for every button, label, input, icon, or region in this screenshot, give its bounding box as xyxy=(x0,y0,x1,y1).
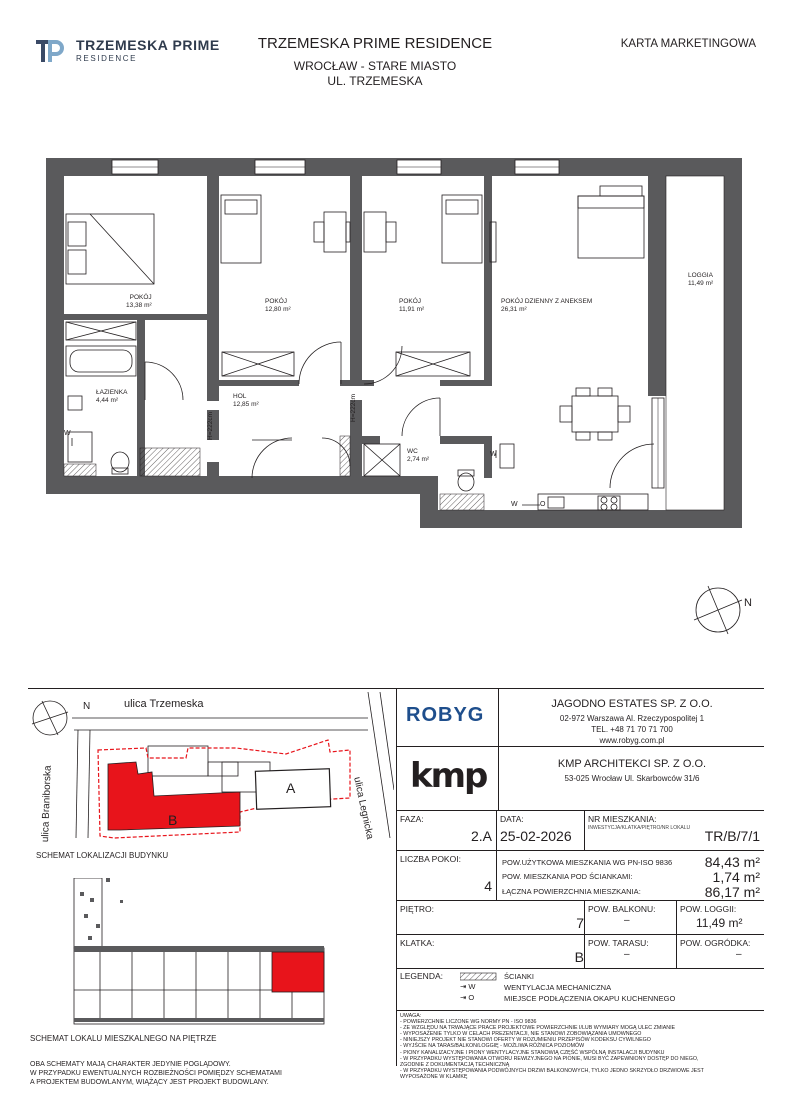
architect-address: 53-025 Wrocław Ul. Skarbowców 31/6 xyxy=(564,774,700,783)
developer-name: JAGODNO ESTATES SP. Z O.O. xyxy=(551,698,713,710)
north-label: N xyxy=(744,597,752,609)
height-mark: H=222cm xyxy=(350,394,357,422)
pokoje-label: LICZBA POKOI: xyxy=(400,854,461,864)
pietro-label: PIĘTRO: xyxy=(400,904,435,914)
pu-label: POW.UŻYTKOWA MIESZKANIA WG PN-ISO 9836 xyxy=(502,858,673,867)
room-area: 2,74 m² xyxy=(407,455,430,463)
site-north-label: N xyxy=(83,701,91,712)
pl-label: ŁĄCZNA POWIERZCHNIA MIESZKANIA: xyxy=(502,887,641,896)
brand-sub: RESIDENCE xyxy=(76,54,138,63)
ogrodek-label: POW. OGRÓDKA: xyxy=(680,938,751,948)
location-line: WROCŁAW - STARE MIASTO xyxy=(293,59,457,73)
room-area: 12,85 m² xyxy=(233,400,259,408)
legend-item: ŚCIANKI xyxy=(504,972,535,981)
room-label: POKÓJ xyxy=(129,294,152,301)
north-arrow-icon xyxy=(694,586,742,634)
building-b-label: B xyxy=(168,812,178,828)
room-label: POKÓJ DZIENNY Z ANEKSEM xyxy=(501,298,593,305)
architect-name: KMP ARCHITEKCI SP. Z O.O. xyxy=(557,758,707,770)
street-right-label: ulica Legnicka xyxy=(351,776,376,841)
room-area: 11,49 m² xyxy=(688,279,714,287)
balkon-label: POW. BALKONU: xyxy=(588,904,656,914)
ventilation-mark: W xyxy=(64,430,71,437)
ogrodek-value: – xyxy=(736,949,742,960)
taras-value: – xyxy=(624,949,630,960)
street-left-label: ulica Braniborska xyxy=(40,765,54,843)
pokoje-value: 4 xyxy=(484,878,492,894)
site-plan xyxy=(28,690,394,843)
developer-address: 02-972 Warszawa Al. Rzeczypospolitej 1 xyxy=(559,714,705,723)
disclaimer: OBA SCHEMATY MAJĄ CHARAKTER JEDYNIE POGLĄDOWY. W PRZYPADKU EWENTUALNYCH ROZBIEŻNOŚCI POMIĘDZY SCHEMATAMI A PROJEKTEM BUDOWLANYM, WIĄŻĄCY JEST PROJEKT BUDOWLANY. xyxy=(30,1061,282,1086)
loggia-label: POW. LOGGII: xyxy=(680,904,737,914)
hood-mark: O xyxy=(540,501,546,508)
site-caption: SCHEMAT LOKALIZACJI BUDYNKU xyxy=(36,851,169,860)
klatka-label: KLATKA: xyxy=(400,938,435,948)
balkon-value: – xyxy=(624,915,630,926)
data-label: DATA: xyxy=(500,814,524,824)
height-mark: H=222cm xyxy=(207,412,214,440)
info-panel xyxy=(396,688,764,1080)
building-a-label: A xyxy=(286,780,296,796)
legend-item: MIEJSCE PODŁĄCZENIA OKAPU KUCHENNEGO xyxy=(504,994,676,1003)
klatka-value: B xyxy=(574,949,584,965)
ps-label: POW. MIESZKANIA POD ŚCIANKAMI: xyxy=(502,872,633,881)
room-label: POKÓJ xyxy=(265,298,288,305)
nr-sublabel: INWESTYCJA/KLATKA/PIĘTRO/NR LOKALU xyxy=(588,825,691,831)
data-value: 25-02-2026 xyxy=(500,828,572,844)
developer-phone: TEL. +48 71 70 71 700 xyxy=(591,725,673,734)
room-label: HOL xyxy=(233,393,247,400)
floor-schematic xyxy=(60,878,330,1026)
ventilation-mark: W xyxy=(490,451,497,458)
loggia-value: 11,49 m² xyxy=(696,916,743,930)
room-label: ŁAZIENKA xyxy=(96,389,128,396)
room-area: 13,38 m² xyxy=(126,301,152,309)
page-title: TRZEMESKA PRIME RESIDENCE xyxy=(257,35,493,52)
room-label: WC xyxy=(407,448,418,455)
street-line: UL. TRZEMESKA xyxy=(327,74,423,88)
notes-block: UWAGA: - POWIERZCHNIE LICZONE WG NORMY PN - ISO 9836 - ZE WZGLĘDU NA TRWAJĄCE PRACE PROJEKTOWE POWIERZCHNIE I/LUB WYMIARY MOGĄ ULEC ZMIANIE - WYPOSAŻENIE TYLKO W CELACH PREZENTACJI, NIE STANOWI ZOBOWIĄZANIA UMOWNEGO - NINIEJSZY PROJEKT NIE STANOWI OFERTY W ROZUMIENIU PRZEPISÓW KODEKSU CYWILNEGO - WYJŚCIE NA TARAS/BALKON/LOGGIĘ - MOŻLIWA RÓŻNICA POZIOMÓW - PIONY KANALIZACYJNE I PIONY WENTYLACYJNE STANOWIĄ CZĘŚĆ WSPÓLNĄ INSTALACJI BUDYNKU - W PRZYPADKU WYSTĘPOWANIA OTWORU REWIZYJNEGO NA PIONIE, MUSI BYĆ ZAPEWNIONY DOSTĘP DO NIEGO, ZGODNIE Z DOKUMENTACJĄ TECHNICZNĄ - W PRZYPADKU WYSTĘPOWANIA PODWÓJNYCH DRZWI BALKONOWYCH, TYLKO JEDNO SKRZYDŁO DRZWIOWE JEST WYPOSAŻONE W KLAMKĘ xyxy=(400,1013,704,1080)
pl-value: 86,17 m² xyxy=(704,884,760,900)
room-area: 11,91 m² xyxy=(399,305,425,313)
faza-label: FAZA: xyxy=(400,814,424,824)
faza-value: 2.A xyxy=(470,828,492,844)
notes-label: UWAGA: xyxy=(400,1013,422,1019)
apartment-highlight xyxy=(272,952,324,992)
taras-label: POW. TARASU: xyxy=(588,938,649,948)
doc-type: KARTA MARKETINGOWA xyxy=(620,38,756,50)
legend-label: LEGENDA: xyxy=(400,971,443,981)
street-top-label: ulica Trzemeska xyxy=(124,698,204,710)
room-area: 12,80 m² xyxy=(265,305,291,313)
kmp-logo: kmp xyxy=(410,756,487,796)
nr-label: NR MIESZKANIA: xyxy=(588,814,657,824)
robyg-logo: ROBYG xyxy=(406,704,485,726)
room-area: 26,31 m² xyxy=(501,305,527,313)
developer-website: www.robyg.com.pl xyxy=(599,736,665,745)
room-label: POKÓJ xyxy=(399,298,422,305)
floor-caption: SCHEMAT LOKALU MIESZKALNEGO NA PIĘTRZE xyxy=(30,1034,217,1043)
brand-name: TRZEMESKA PRIME xyxy=(76,37,220,53)
ps-value: 1,74 m² xyxy=(712,869,760,885)
legend-symbol-w: ⇥ W xyxy=(460,982,476,991)
pu-value: 84,43 m² xyxy=(704,854,760,870)
ventilation-mark: W xyxy=(511,501,518,508)
pietro-value: 7 xyxy=(576,915,584,931)
room-label: LOGGIA xyxy=(688,272,713,279)
room-area: 4,44 m² xyxy=(96,396,119,404)
legend-symbol-o: ⇥ O xyxy=(460,993,475,1002)
nr-value: TR/B/7/1 xyxy=(704,828,760,844)
hatch-icon xyxy=(460,972,500,982)
legend-item: WENTYLACJA MECHANICZNA xyxy=(504,983,612,992)
